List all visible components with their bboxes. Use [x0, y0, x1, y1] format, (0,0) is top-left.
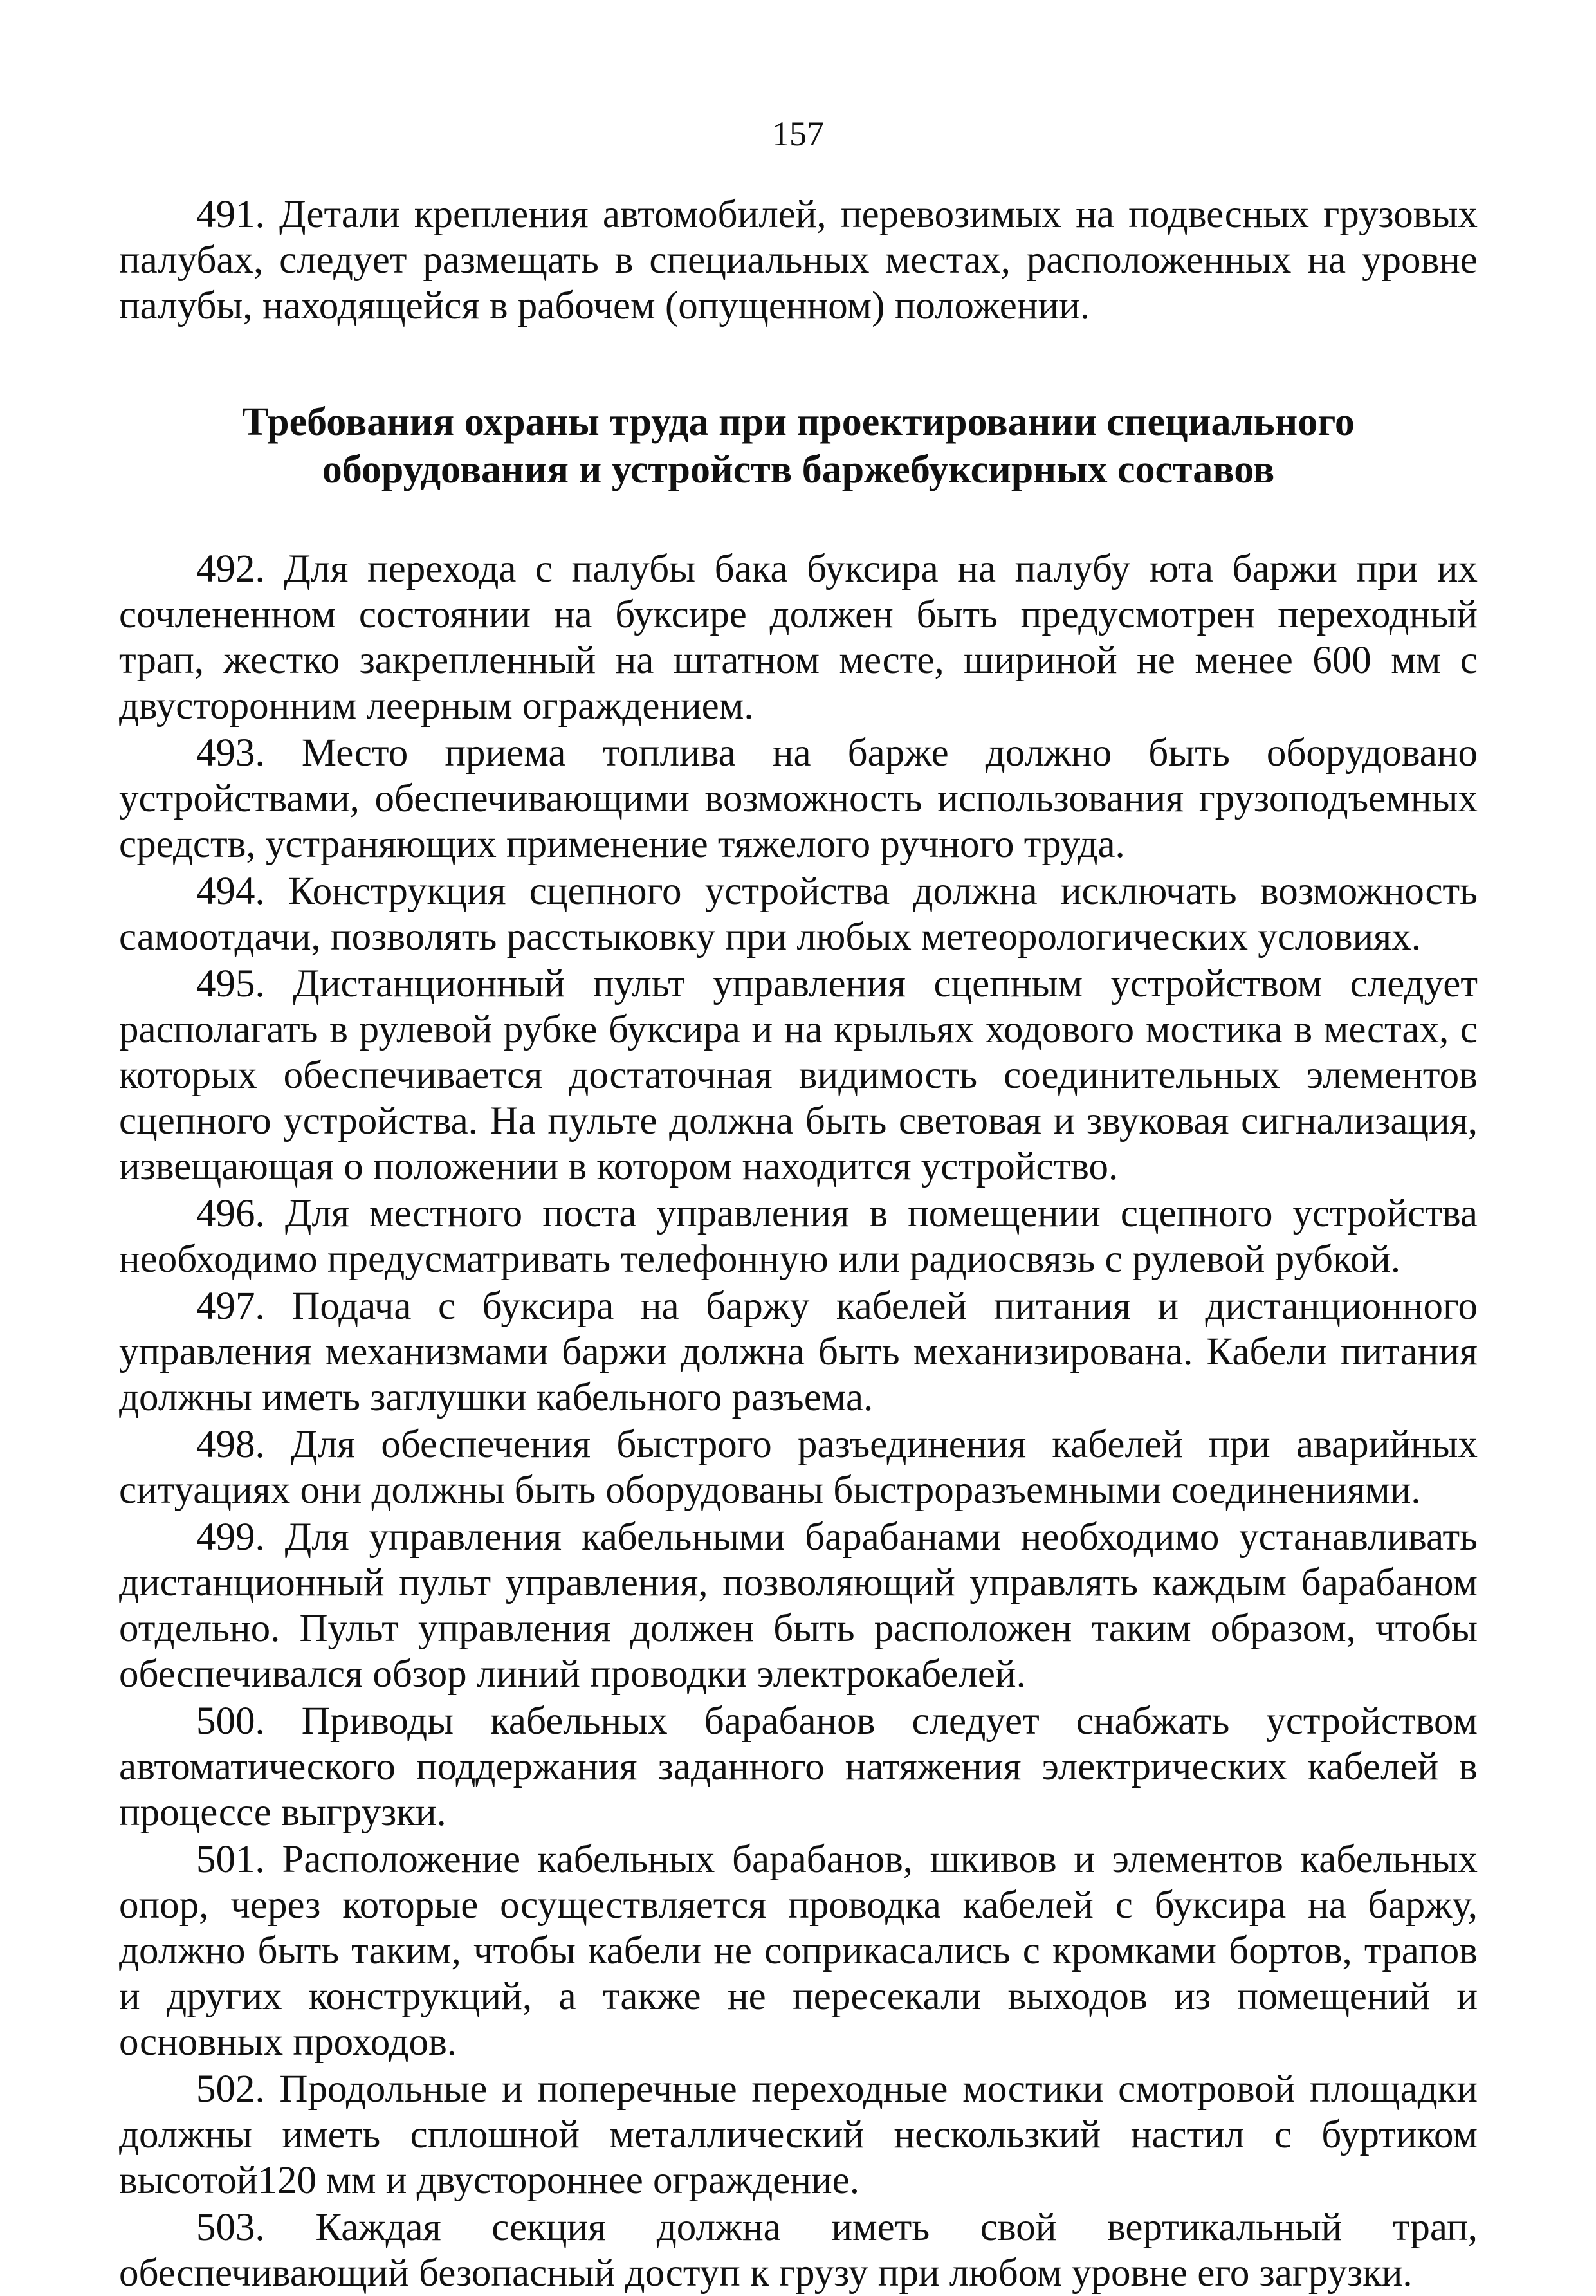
page-content	[119, 192, 1478, 2296]
paragraph-492: 492. Для перехода с палубы бака буксира на палубу юта баржи при их сочлененном состоянии на буксире должен быть предусмотрен переходный трап, жестко закрепленный на штатном месте, шириной не менее 600 мм с двусторонним леерным ограждением.	[119, 547, 1478, 728]
page-number: 157	[772, 115, 824, 153]
paragraph-499: 499. Для управления кабельными барабанами необходимо устанавливать дистанционный пульт управления, позволяющий управлять каждым барабаном отдельно. Пульт управления должен быть расположен таким образом, чтобы обеспечивался обзор линий проводки электрокабелей.	[119, 1516, 1478, 1696]
paragraph-496: 496. Для местного поста управления в помещении сцепного устройства необходимо предусматривать телефонную или радиосвязь с рулевой рубкой.	[119, 1192, 1478, 1281]
paragraph-498: 498. Для обеспечения быстрого разъединения кабелей при аварийных ситуациях они должны быть оборудованы быстроразъемными соединениями.	[119, 1423, 1478, 1512]
paragraph-503: 503. Каждая секция должна иметь свой вертикальный трап, обеспечивающий безопасный доступ к грузу при любом уровне его загрузки.	[119, 2206, 1478, 2295]
paragraph-497: 497. Подача с буксира на баржу кабелей питания и дистанционного управления механизмами баржи должна быть механизирована. Кабели питания должны иметь заглушки кабельного разъема.	[119, 1285, 1478, 1419]
paragraph-500: 500. Приводы кабельных барабанов следует снабжать устройством автоматического поддержания заданного натяжения электрических кабелей в процессе выгрузки.	[119, 1700, 1478, 1834]
paragraph-494: 494. Конструкция сцепного устройства должна исключать возможность самоотдачи, позволять расстыковку при любых метеорологических условиях.	[119, 870, 1478, 959]
paragraph-491: 491. Детали крепления автомобилей, перевозимых на подвесных грузовых палубах, следует размещать в специальных местах, расположенных на уровне палубы, находящейся в рабочем (опущенном) положении.	[119, 193, 1478, 327]
paragraph-495: 495. Дистанционный пульт управления сцепным устройством следует располагать в рулевой рубке буксира и на крыльях ходового мостика в местах, с которых обеспечивается достаточная видимость соединительных элементов сцепного устройства. На пульте должна быть световая и звуковая сигнализация, извещающая о положении в котором находится устройство.	[119, 962, 1478, 1188]
paragraph-501: 501. Расположение кабельных барабанов, шкивов и элементов кабельных опор, через которые осуществляется проводка кабелей с буксира на баржу, должно быть таким, чтобы кабели не соприкасались с кромками бортов, трапов и других конструкций, а также не пересекали выходов из помещений и основных проходов.	[119, 1838, 1478, 2064]
section-heading: Требования охраны труда при проектировании специального оборудования и устройств баржебуксирных составов	[242, 400, 1355, 491]
paragraph-493: 493. Место приема топлива на барже должно быть оборудовано устройствами, обеспечивающими возможность использования грузоподъемных средств, устраняющих применение тяжелого ручного труда.	[119, 731, 1478, 866]
paragraph-502: 502. Продольные и поперечные переходные мостики смотровой площадки должны иметь сплошной металлический нескользкий настил с буртиком высотой120 мм и двустороннее ограждение.	[119, 2068, 1478, 2202]
